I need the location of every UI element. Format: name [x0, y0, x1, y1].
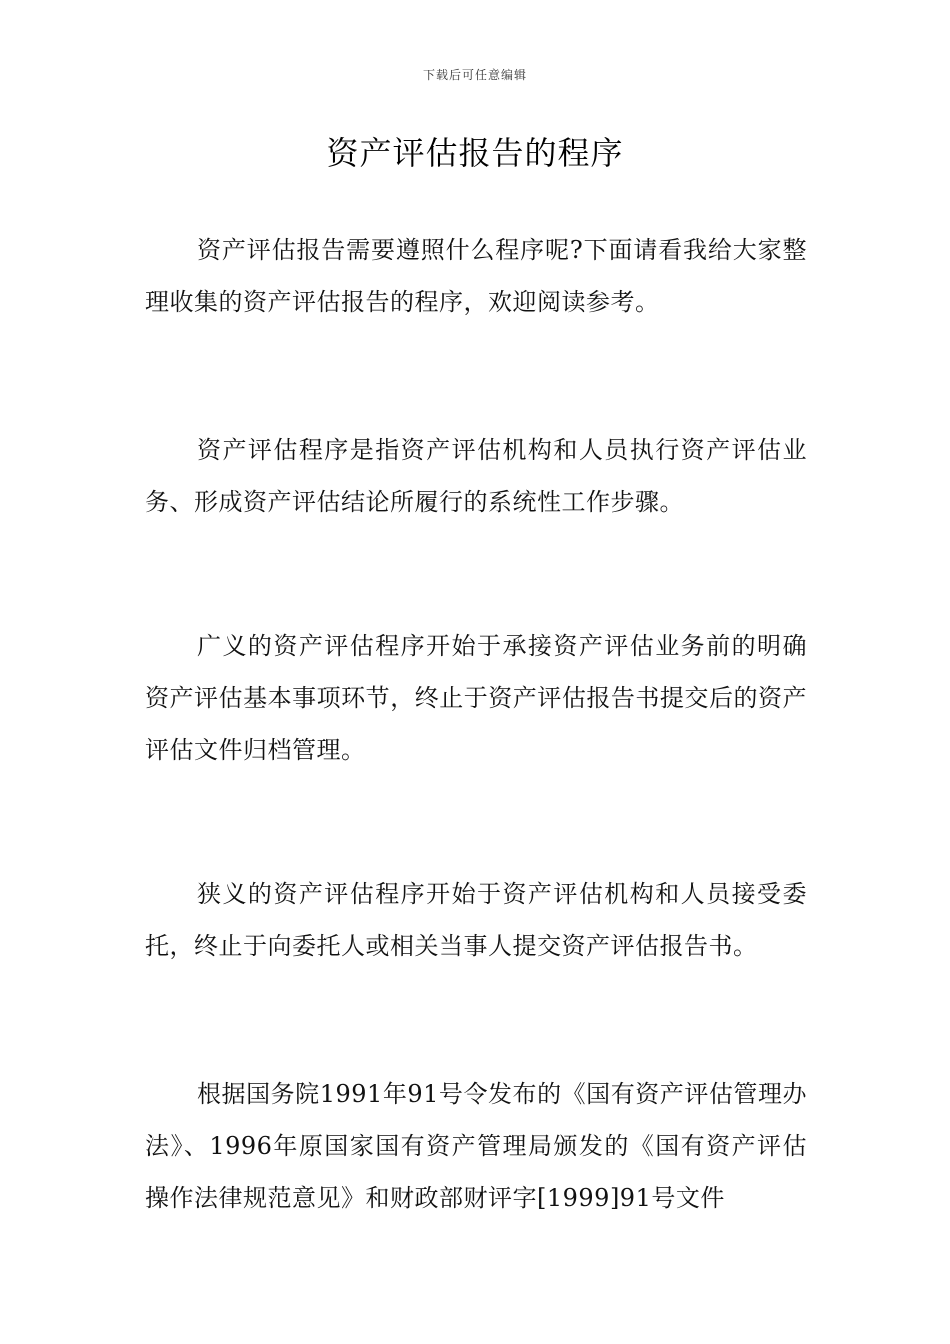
paragraph-narrow-sense: 狭义的资产评估程序开始于资产评估机构和人员接受委托，终止于向委托人或相关当事人提交资产评估报告书。 [145, 880, 807, 960]
document-title: 资产评估报告的程序 [326, 134, 624, 172]
paragraph-definition: 资产评估程序是指资产评估机构和人员执行资产评估业务、形成资产评估结论所履行的系统性工作步骤。 [145, 436, 807, 516]
header-note: 下载后可任意编辑 [422, 68, 527, 82]
paragraph-intro: 资产评估报告需要遵照什么程序呢?下面请看我给大家整理收集的资产评估报告的程序，欢迎阅读参考。 [145, 236, 807, 316]
paragraph-broad-sense: 广义的资产评估程序开始于承接资产评估业务前的明确资产评估基本事项环节，终止于资产评估报告书提交后的资产评估文件归档管理。 [145, 632, 807, 764]
paragraph-legal-basis: 根据国务院1991年91号令发布的《国有资产评估管理办法》、1996年原国家国有资产管理局颁发的《国有资产评估操作法律规范意见》和财政部财评字[1999]91号文件 [145, 1080, 807, 1212]
